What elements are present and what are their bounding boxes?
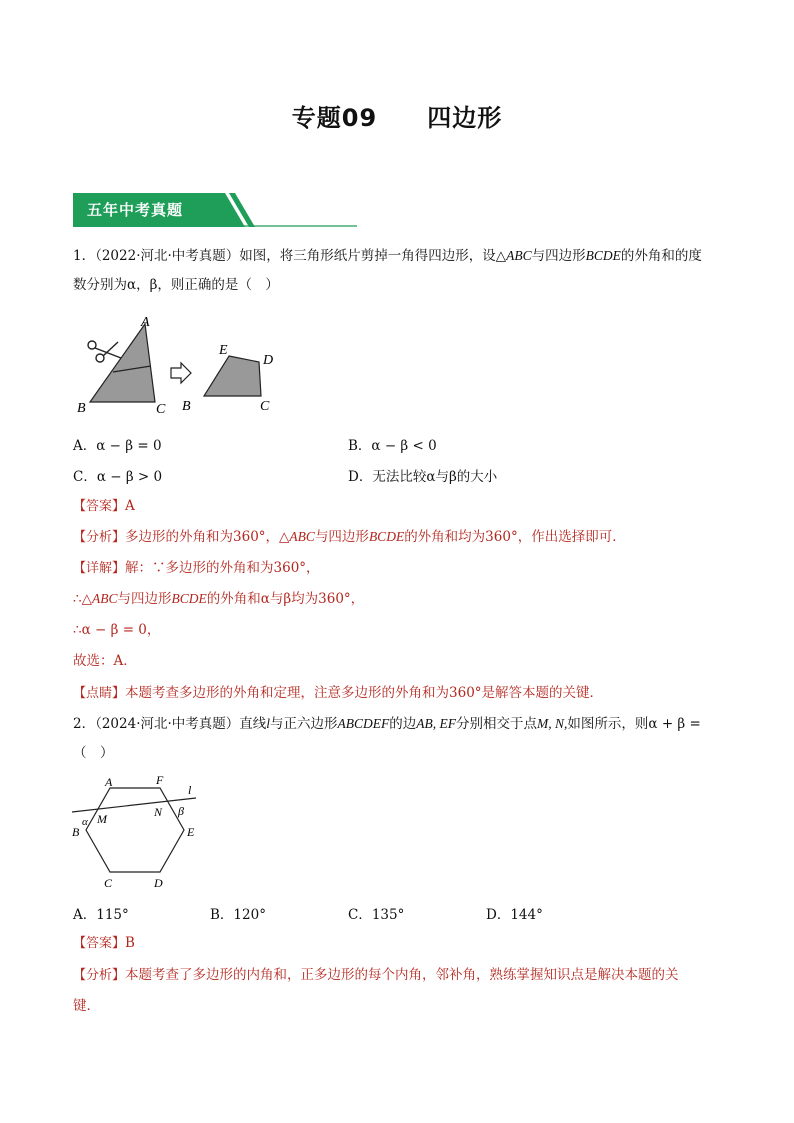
q1-label-E: E — [219, 343, 228, 358]
q2-sides: AB, EF — [416, 716, 457, 731]
comment-text: 本题考查多边形的外角和定理，注意多边形的外角和为360°是解答本题的关键． — [125, 685, 604, 701]
q2-option-d[interactable]: D．144° — [486, 907, 543, 923]
detail-text: 与四边形 — [117, 591, 172, 607]
q2-label-C: C — [104, 876, 113, 890]
q1-option-b[interactable]: B．α − β < 0 — [348, 438, 437, 454]
q2-option-c[interactable]: C．135° — [348, 907, 405, 923]
section-banner — [73, 193, 357, 227]
q1-label-C2: C — [260, 399, 270, 414]
q2-figure — [68, 770, 208, 890]
answer-tag: 【答案】 — [73, 499, 126, 514]
q2-stem-text: 的边 — [389, 716, 417, 732]
comment-tag: 【点睛】 — [73, 686, 126, 701]
analysis-triangle: △ABC — [279, 529, 315, 544]
q2-label-D: D — [154, 876, 163, 890]
q1-label-C: C — [156, 402, 166, 417]
analysis-text: 本题考查了多边形的内角和，正多边形的每个内角，邻补角，熟练掌握知识点是解决本题的关 — [125, 967, 679, 983]
q2-option-a[interactable]: A．115° — [73, 907, 129, 923]
q1-quad-name: BCDE — [585, 248, 621, 263]
detail-quad: BCDE — [171, 591, 207, 606]
q2-label-A: A — [105, 775, 113, 789]
q1-detail-3 — [73, 621, 160, 639]
q1-detail-2 — [73, 590, 364, 608]
q1-label-B2: B — [182, 399, 191, 414]
q1-triangle-name: △ABC — [495, 248, 532, 263]
q1-comment — [73, 684, 603, 703]
q2-stem-text: 分别相交于点 — [456, 716, 538, 732]
q1-answer — [73, 497, 135, 516]
q2-stem-text: 与正六边形 — [270, 716, 338, 732]
q2-label-alpha: α — [82, 816, 88, 828]
q2-hexagon-name: ABCDEF — [337, 716, 390, 731]
q1-detail-4: 故选：A． — [73, 653, 137, 669]
analysis-tag: 【分析】 — [73, 530, 126, 545]
q2-label-E: E — [187, 825, 195, 839]
page-title: 专题09 四边形 — [291, 104, 503, 132]
q2-answer — [73, 934, 135, 953]
q1-figure — [73, 310, 293, 420]
q1-detail-1 — [73, 559, 320, 578]
q1-option-a[interactable]: A．α − β = 0 — [73, 438, 162, 454]
detail-tag: 【详解】 — [73, 561, 126, 576]
answer-value: B — [125, 935, 135, 951]
q1-label-D: D — [263, 353, 274, 368]
q2-figure-svg — [68, 770, 208, 890]
q2-label-B: B — [72, 825, 80, 839]
q1-label-A: A — [141, 315, 150, 330]
detail-formula: α − β = 0 — [81, 622, 147, 638]
q2-label-F: F — [156, 773, 164, 787]
arrow-icon — [171, 363, 191, 383]
q1-stem-text: 1．（2022·河北·中考真题）如图，将三角形纸片剪掉一角得四边形，设 — [73, 248, 496, 264]
analysis-text: 与四边形 — [314, 529, 369, 545]
analysis-text: 多边形的外角和为360°， — [125, 529, 280, 545]
q2-stem-text: 2．（2024·河北·中考真题）直线 — [73, 716, 267, 732]
q2-points: M, N, — [537, 716, 568, 731]
q1-stem-line1 — [73, 247, 702, 265]
detail-triangle: △ABC — [81, 591, 118, 606]
detail-text: ∴ — [73, 622, 82, 638]
q2-stem-text: 如图所示，则α + β = — [567, 716, 701, 732]
q2-analysis-2: 键． — [73, 998, 100, 1014]
detail-text: ∴ — [73, 591, 82, 607]
answer-value: A — [125, 498, 135, 514]
analysis-quad: BCDE — [368, 529, 405, 544]
scissors-icon — [88, 341, 121, 362]
q1-figure-svg — [73, 310, 293, 420]
q2-stem-line1 — [73, 715, 701, 733]
q2-label-l: l — [188, 783, 192, 797]
analysis-text: 的外角和均为360°，作出选择即可． — [404, 529, 626, 545]
q2-label-beta: β — [178, 804, 184, 818]
q2-line-name: l — [266, 716, 271, 731]
q2-stem-line2: （ ） — [73, 745, 114, 761]
q2-label-N: N — [154, 805, 163, 819]
detail-text: 解：∵多边形的外角和为360°， — [125, 560, 320, 576]
q1-analysis — [73, 528, 626, 547]
q2-label-M: M — [97, 812, 107, 826]
q1-stem-text: 与四边形 — [531, 248, 586, 264]
banner-label: 五年中考真题 — [87, 201, 184, 219]
q1-stem-line2: 数分别为α，β，则正确的是（ ） — [73, 277, 279, 293]
detail-text: ， — [146, 622, 161, 638]
answer-tag: 【答案】 — [73, 936, 126, 951]
q1-option-c[interactable]: C．α − β > 0 — [73, 469, 163, 485]
q1-option-d[interactable]: D．无法比较α与β的大小 — [348, 469, 498, 485]
q1-stem-text: 的外角和的度 — [620, 248, 702, 264]
q2-analysis-1 — [73, 966, 679, 985]
detail-text: 的外角和α与β均为360°， — [206, 591, 365, 607]
q1-label-B: B — [77, 401, 86, 416]
q2-option-b[interactable]: B．120° — [210, 907, 266, 923]
analysis-tag: 【分析】 — [73, 968, 126, 983]
